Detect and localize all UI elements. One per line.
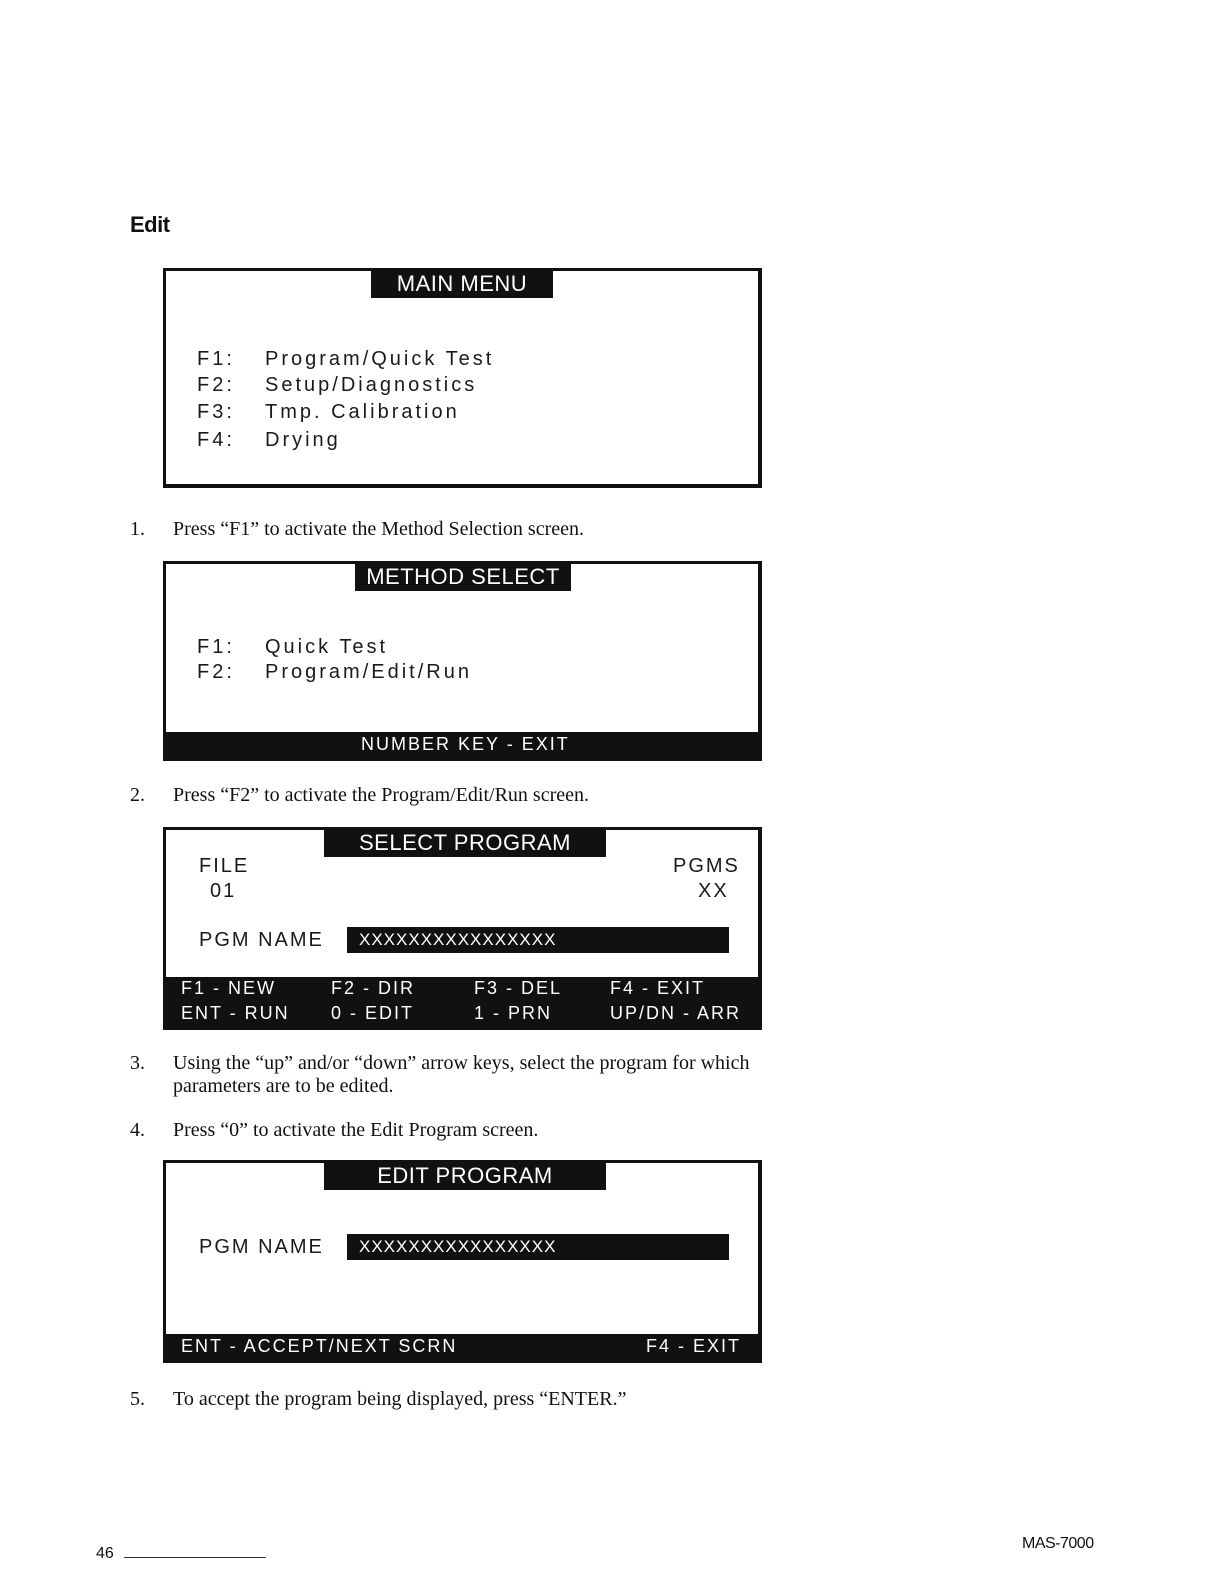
method-item-f1[interactable]: [197, 636, 388, 659]
step-4: [130, 1119, 810, 1142]
footer-exit-hint: NUMBER KEY - EXIT: [361, 734, 570, 754]
menu-item-label: Drying: [265, 429, 341, 451]
main-menu-screen: [163, 268, 762, 488]
pgm-name-label: PGM NAME: [199, 929, 324, 951]
step-number: 2.: [130, 784, 145, 806]
footer-ent-run[interactable]: ENT - RUN: [181, 1003, 290, 1023]
step-text: Press “F1” to activate the Method Selection screen.: [173, 518, 584, 540]
method-select-screen: [163, 561, 762, 761]
footer-ent-accept[interactable]: ENT - ACCEPT/NEXT SCRN: [181, 1336, 458, 1356]
file-label: FILE: [199, 855, 250, 877]
menu-item-key: F2:: [197, 374, 235, 396]
footer-f3-del[interactable]: F3 - DEL: [474, 978, 563, 998]
pgm-name-label: PGM NAME: [199, 1236, 324, 1258]
edit-program-title: EDIT PROGRAM: [324, 1162, 606, 1190]
document-id: MAS-7000: [1022, 1535, 1094, 1552]
section-heading: Edit: [130, 212, 170, 237]
pgms-label: PGMS: [673, 855, 740, 877]
step-3: [130, 1052, 810, 1098]
method-select-title: METHOD SELECT: [355, 563, 571, 591]
select-program-title: SELECT PROGRAM: [324, 829, 606, 857]
footer-f4-exit[interactable]: F4 - EXIT: [646, 1336, 742, 1356]
edit-program-screen: [163, 1160, 762, 1363]
method-item-label: Program/Edit/Run: [265, 661, 472, 683]
footer-0-edit[interactable]: 0 - EDIT: [331, 1003, 415, 1023]
pgm-name-field[interactable]: XXXXXXXXXXXXXXXX: [347, 1234, 729, 1260]
step-1: [130, 518, 810, 541]
menu-item-key: F1:: [197, 348, 235, 370]
method-item-label: Quick Test: [265, 636, 388, 658]
method-item-f2[interactable]: [197, 661, 472, 684]
step-text: Using the “up” and/or “down” arrow keys, select the program for which parameters are to be edited.: [173, 1052, 750, 1097]
method-item-key: F1:: [197, 636, 235, 658]
footer-f4-exit[interactable]: F4 - EXIT: [610, 978, 706, 998]
step-text: Press “0” to activate the Edit Program screen.: [173, 1119, 539, 1141]
menu-item-f1[interactable]: [197, 348, 494, 371]
footer-1-prn[interactable]: 1 - PRN: [474, 1003, 553, 1023]
step-5: [130, 1388, 810, 1411]
footer-f2-dir[interactable]: F2 - DIR: [331, 978, 416, 998]
menu-item-f3[interactable]: [197, 401, 460, 424]
step-text: Press “F2” to activate the Program/Edit/Run screen.: [173, 784, 590, 806]
step-number: 3.: [130, 1052, 145, 1074]
select-program-footer: [166, 977, 758, 1026]
menu-item-label: Program/Quick Test: [265, 348, 495, 370]
menu-item-label: Tmp. Calibration: [265, 401, 460, 423]
page-footer-rule: [124, 1557, 266, 1558]
page-number: 46: [96, 1545, 114, 1562]
pgms-value: XX: [698, 880, 729, 902]
pgm-name-field[interactable]: XXXXXXXXXXXXXXXX: [347, 927, 729, 953]
select-program-screen: [163, 827, 762, 1030]
menu-item-key: F3:: [197, 401, 235, 423]
step-2: [130, 784, 810, 807]
menu-item-f2[interactable]: [197, 374, 477, 397]
step-text: To accept the program being displayed, press “ENTER.”: [173, 1388, 627, 1410]
step-number: 5.: [130, 1388, 145, 1410]
main-menu-title: MAIN MENU: [371, 270, 553, 298]
menu-item-label: Setup/Diagnostics: [265, 374, 478, 396]
step-number: 1.: [130, 518, 145, 540]
menu-item-key: F4:: [197, 429, 235, 451]
edit-program-footer: [166, 1334, 758, 1359]
menu-item-f4[interactable]: [197, 429, 341, 452]
footer-f1-new[interactable]: F1 - NEW: [181, 978, 276, 998]
file-value: 01: [210, 880, 237, 902]
footer-updn-arr[interactable]: UP/DN - ARR: [610, 1003, 742, 1023]
method-select-footer: [166, 732, 758, 757]
step-number: 4.: [130, 1119, 145, 1141]
method-item-key: F2:: [197, 661, 235, 683]
